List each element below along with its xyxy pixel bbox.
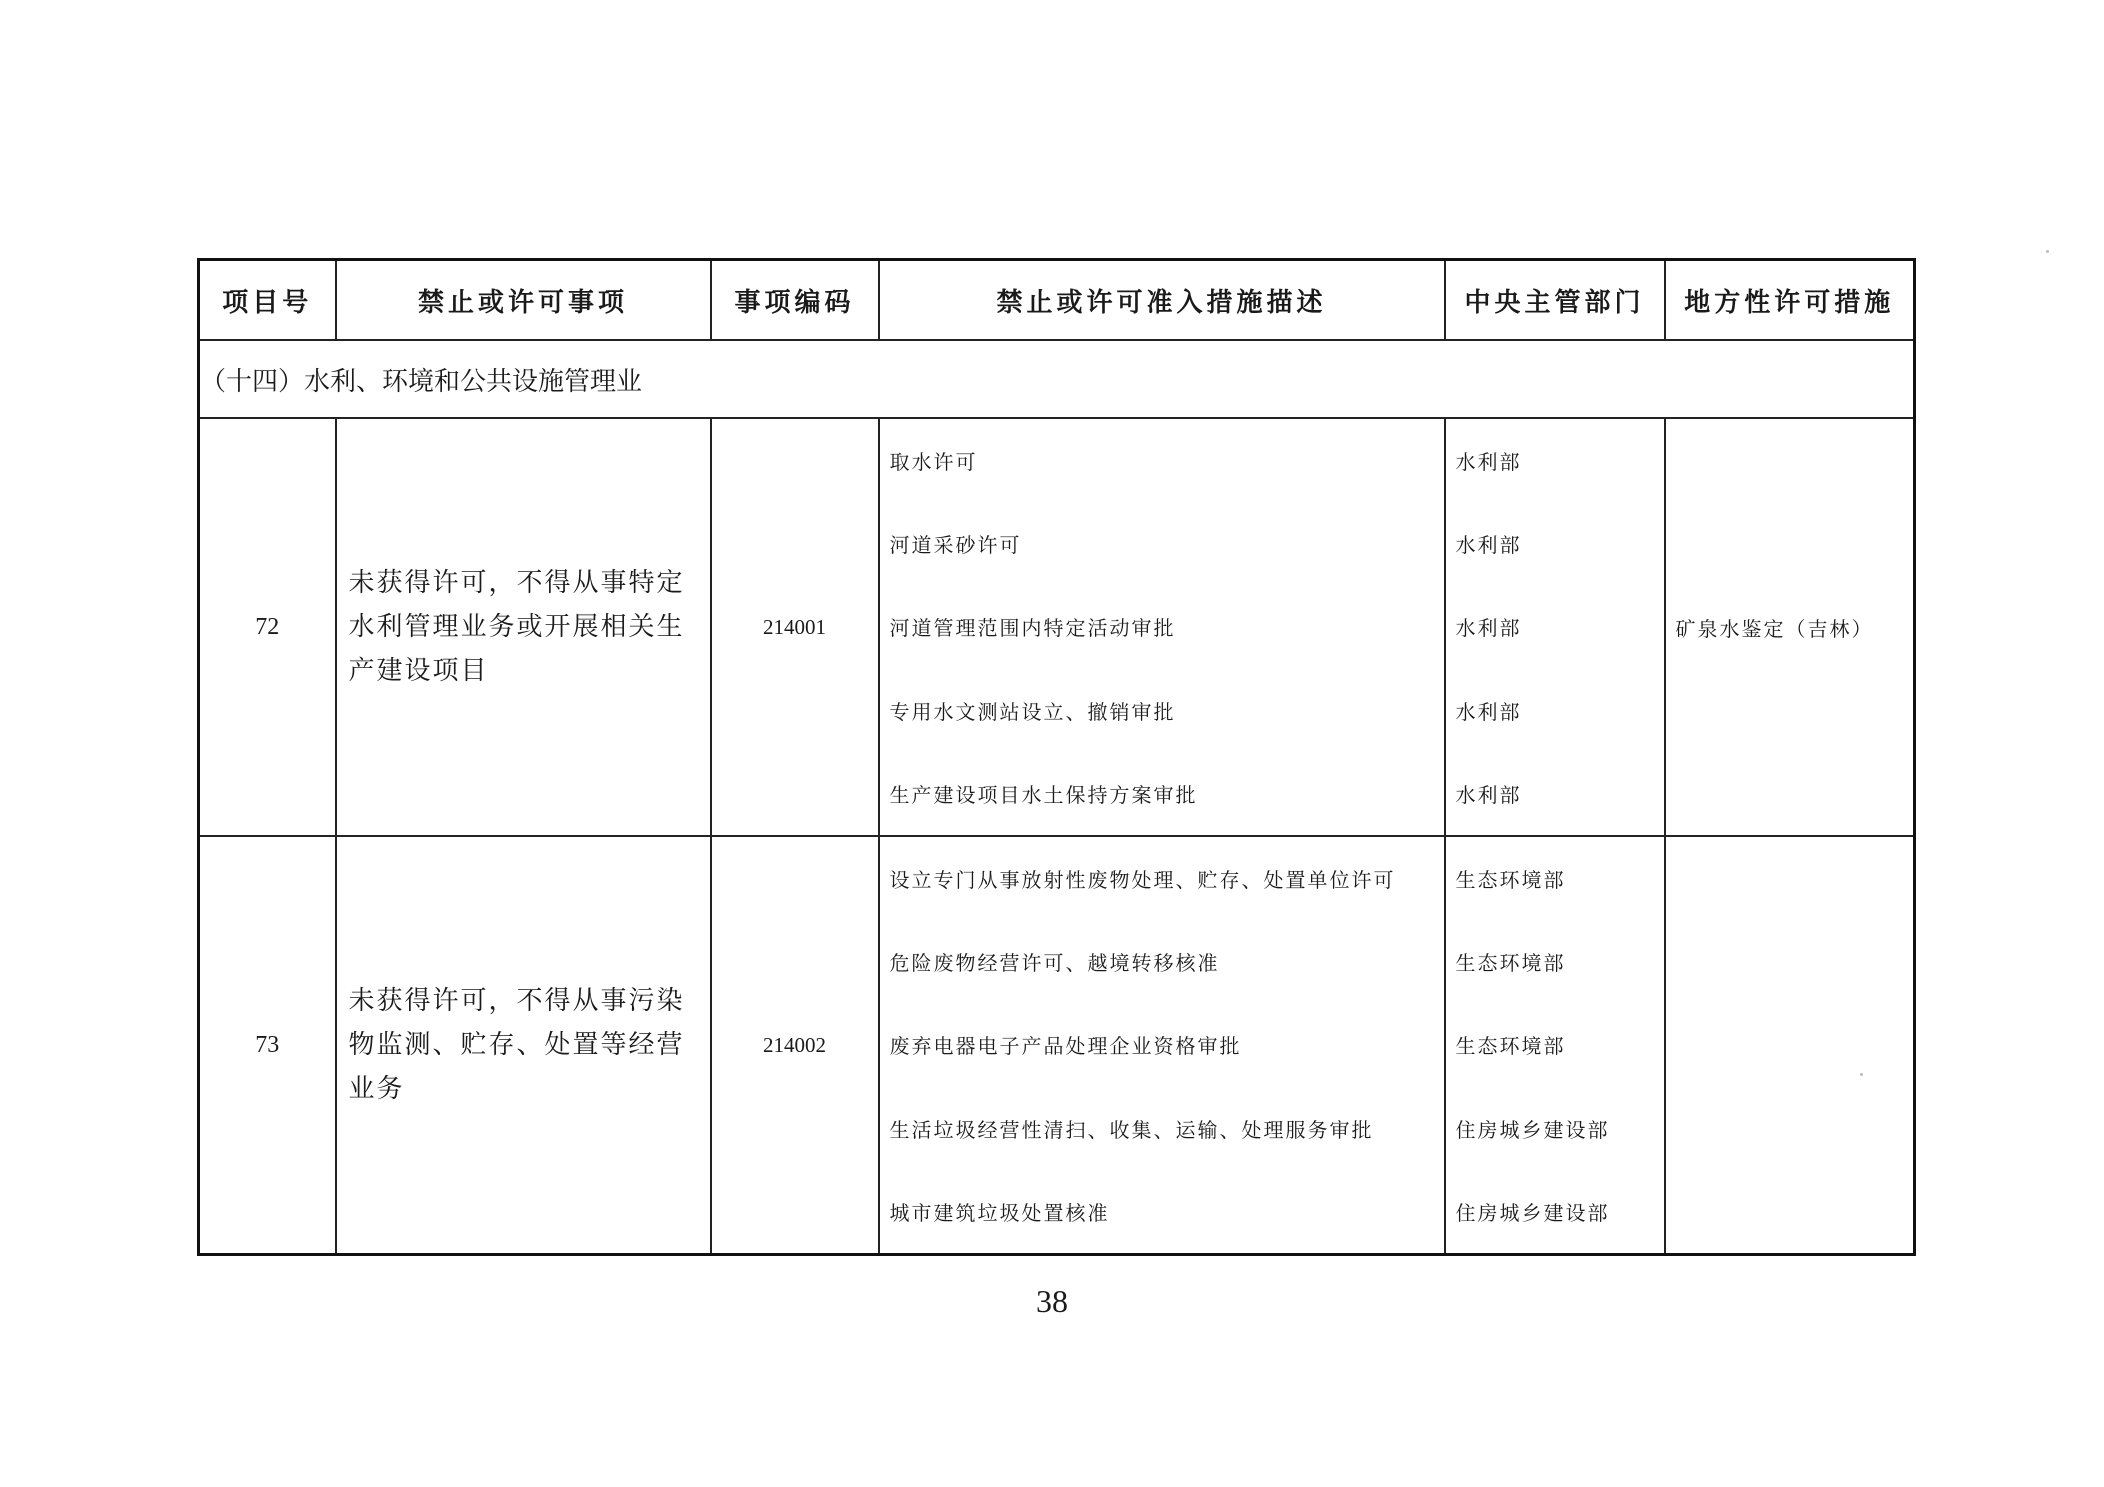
measure-description: 专用水文测站设立、撤销审批 [889,699,1176,724]
measure-list [879,836,1445,1255]
central-dept: 水利部 [1455,782,1522,807]
header-row [199,260,1915,341]
table-row [199,836,1915,1255]
central-dept: 水利部 [1455,616,1522,641]
measure-description: 生活垃圾经营性清扫、收集、运输、处理服务审批 [889,1117,1374,1142]
measure-list [879,418,1445,836]
measure-description: 设立专门从事放射性废物处理、贮存、处置单位许可 [889,868,1396,893]
header-code: 事项编码 [711,260,879,341]
measure-description: 生产建设项目水土保持方案审批 [889,782,1198,807]
item-number: 73 [199,836,336,1255]
central-dept: 水利部 [1455,533,1522,558]
measure-description: 河道管理范围内特定活动审批 [889,616,1176,641]
measure-description: 废弃电器电子产品处理企业资格审批 [889,1034,1242,1059]
page-number: 38 [1036,1283,1068,1319]
table-row [199,418,1915,836]
section-row [199,340,1915,418]
scan-speck [1860,1073,1863,1076]
central-dept: 生态环境部 [1455,868,1566,893]
central-dept: 水利部 [1455,699,1522,724]
local-measure: 矿泉水鉴定（吉林） [1665,418,1915,836]
dept-list [1445,418,1665,836]
measure-description: 取水许可 [889,450,978,475]
item-code: 214001 [711,418,879,836]
item-code: 214002 [711,836,879,1255]
central-dept: 生态环境部 [1455,951,1566,976]
permit-table [197,258,1916,1256]
item-matter: 未获得许可，不得从事特定水利管理业务或开展相关生产建设项目 [336,418,711,836]
measure-description: 河道采砂许可 [889,533,1022,558]
central-dept: 住房城乡建设部 [1455,1117,1610,1142]
header-central-dept: 中央主管部门 [1445,260,1665,341]
header-description: 禁止或许可准入措施描述 [879,260,1445,341]
header-matter: 禁止或许可事项 [336,260,711,341]
header-item-no: 项目号 [199,260,336,341]
section-title: （十四）水利、环境和公共设施管理业 [199,340,1915,418]
item-number: 72 [199,418,336,836]
central-dept: 生态环境部 [1455,1034,1566,1059]
measure-description: 危险废物经营许可、越境转移核准 [889,951,1220,976]
local-measure [1665,836,1915,1255]
scan-speck [2046,250,2049,253]
item-matter: 未获得许可，不得从事污染物监测、贮存、处置等经营业务 [336,836,711,1255]
central-dept: 水利部 [1455,450,1522,475]
dept-list [1445,836,1665,1255]
central-dept: 住房城乡建设部 [1455,1200,1610,1225]
header-local: 地方性许可措施 [1665,260,1915,341]
measure-description: 城市建筑垃圾处置核准 [889,1200,1110,1225]
